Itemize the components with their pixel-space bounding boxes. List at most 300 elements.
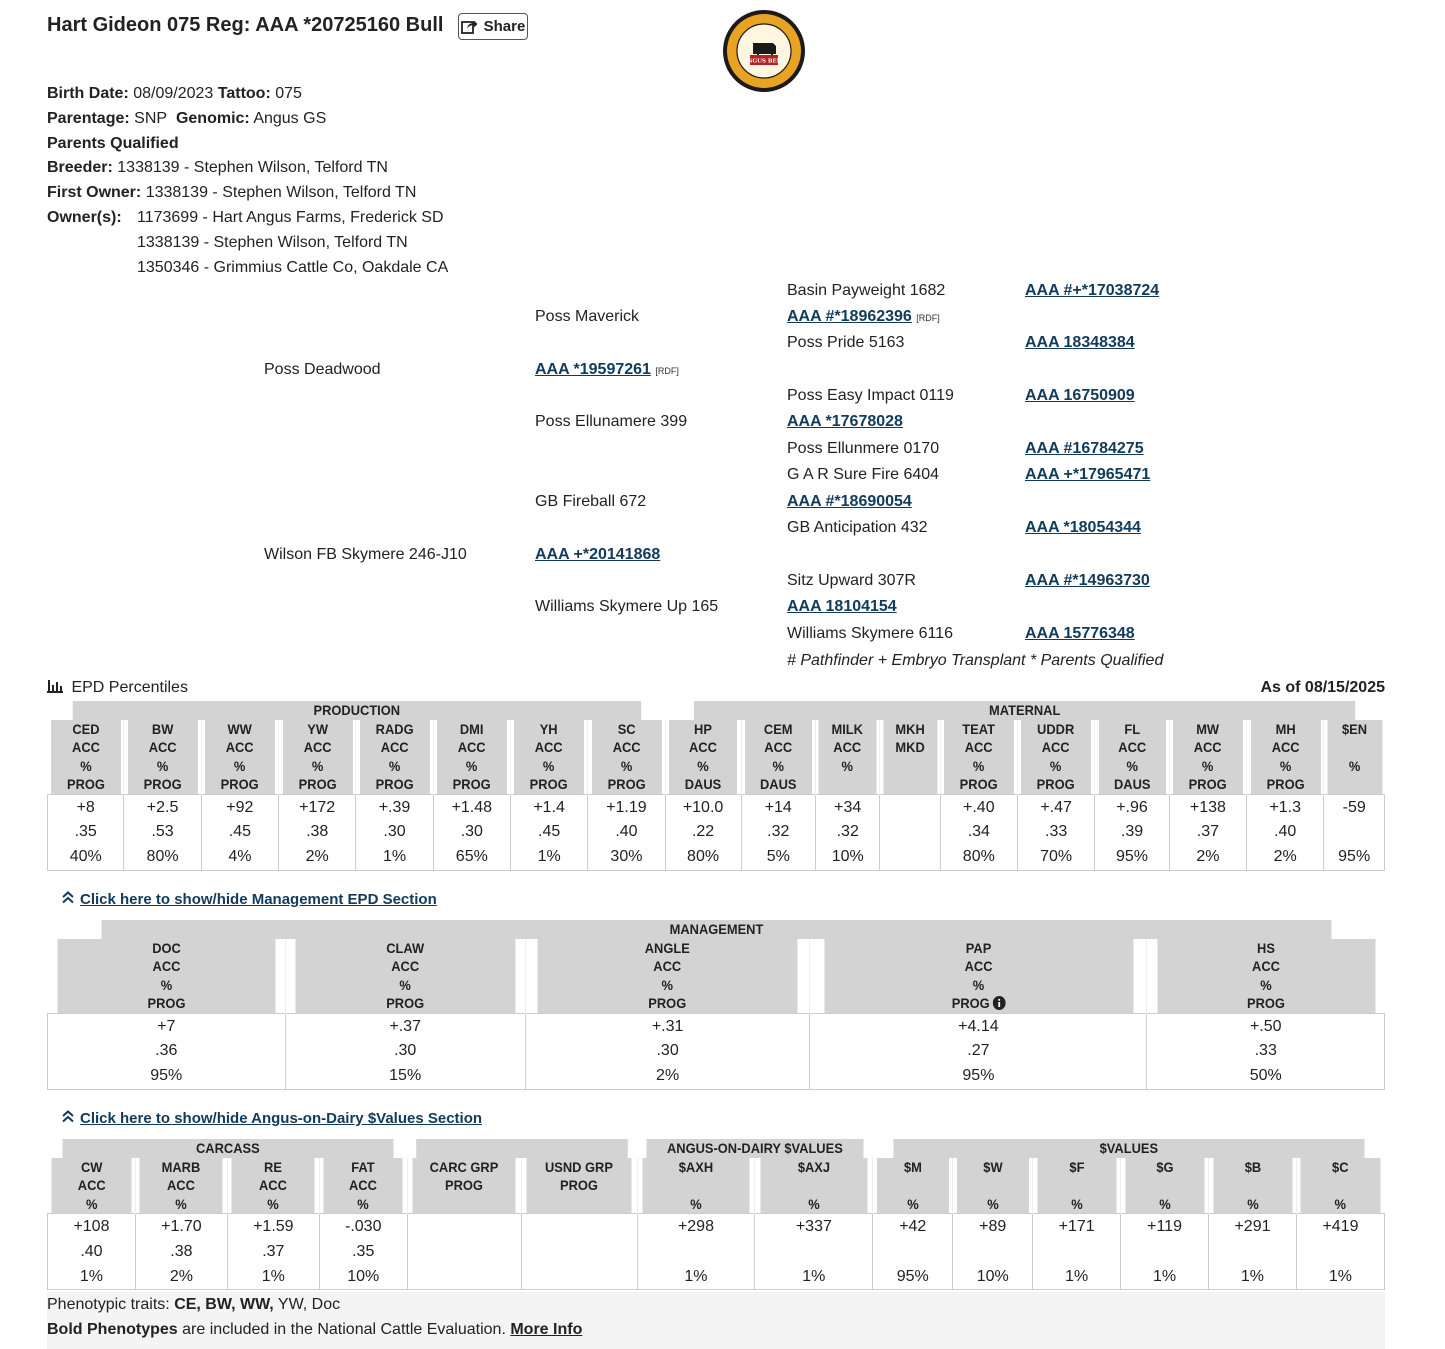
col-header-line: ACC: [148, 739, 177, 755]
epd-col-header: [943, 720, 1014, 795]
dairy-value-cell: [407, 1240, 521, 1265]
epd-col-header: [882, 720, 937, 795]
dairy-value-cell: +42: [873, 1214, 953, 1240]
birth-date-label: Birth Date:: [47, 85, 129, 102]
col-header-line: %: [1158, 1195, 1171, 1212]
col-header-line: ACC: [653, 958, 682, 974]
pedigree-reg-cell: [787, 308, 940, 326]
certified-angus-beef-logo: [722, 9, 806, 93]
pedigree-name: Poss Maverick: [535, 308, 640, 325]
mgmt-col-header: [1156, 939, 1375, 1014]
pedigree-reg-link[interactable]: AAA #+*17038724: [1025, 282, 1160, 299]
parents-qualified: Parents Qualified: [47, 134, 179, 152]
dairy-value-cell: +291: [1209, 1214, 1297, 1240]
dairy-value-cell: +108: [48, 1214, 136, 1240]
pedigree-reg-link[interactable]: AAA #*18690054: [787, 493, 912, 510]
dairy-value-cell: +298: [637, 1214, 755, 1240]
col-header-line: %: [697, 757, 709, 774]
col-header-line: PROG: [147, 995, 185, 1011]
mgmt-value-cell: 2%: [525, 1064, 810, 1089]
col-header-line: [883, 775, 937, 794]
epd-value-cell: .38: [279, 820, 356, 845]
share-label: Share: [483, 18, 526, 35]
col-header-line: BW: [151, 720, 174, 737]
epd-percentiles-table: [47, 701, 1385, 871]
as-of-date: As of 08/15/2025: [1260, 679, 1385, 696]
bar-chart-icon: [47, 680, 63, 693]
col-header-line: ACC: [1118, 739, 1146, 755]
pedigree-name: Sitz Upward 307R: [787, 572, 916, 589]
table-row: [48, 1240, 1385, 1265]
carcass-values-table: [47, 1139, 1385, 1290]
dairy-value-cell: +89: [953, 1214, 1033, 1240]
dairy-value-cell: .38: [135, 1240, 227, 1265]
col-header-line: ACC: [167, 1177, 196, 1193]
dairy-value-cell: +171: [1033, 1214, 1121, 1240]
col-header-line: PROG: [375, 776, 414, 792]
management-epd-table: [47, 920, 1385, 1090]
col-header-line: %: [1126, 757, 1138, 774]
col-header-line: %: [1334, 1195, 1347, 1212]
col-header-line: PROG: [1246, 995, 1285, 1011]
col-header-line: CEM: [763, 720, 793, 737]
owners-row: [47, 206, 448, 280]
table-row: [48, 1064, 1385, 1089]
col-header-line: PROG: [1188, 776, 1227, 792]
epd-value-cell: [880, 845, 940, 870]
col-header-line: %: [79, 757, 92, 774]
genomic-value: Angus GS: [253, 109, 327, 127]
col-header-line: %: [156, 757, 169, 774]
dairy-value-cell: 1%: [1033, 1265, 1121, 1290]
col-header-line: %: [973, 757, 985, 774]
epd-value-cell: .45: [510, 820, 587, 845]
mgmt-value-cell: 95%: [48, 1064, 286, 1089]
col-header-line: PROG: [607, 776, 646, 792]
col-header-line: $M: [903, 1158, 922, 1175]
epd-value-cell: -59: [1324, 794, 1385, 820]
page-title: Hart Gideon 075 Reg: AAA *20725160 Bull: [47, 14, 444, 36]
epd-section-header: [47, 679, 1385, 699]
col-header-line: ACC: [1271, 739, 1300, 755]
epd-value-cell: .30: [356, 820, 433, 845]
mgmt-value-cell: 95%: [810, 1064, 1147, 1089]
breeder-value: 1338139 - Stephen Wilson, Telford TN: [117, 159, 388, 177]
pedigree-name: Wilson FB Skymere 246-J10: [264, 546, 467, 563]
pedigree-name: Poss Ellunamere 399: [535, 413, 688, 430]
col-header-line: ACC: [225, 739, 254, 755]
col-header-line: CED: [71, 720, 100, 737]
col-header-line: ACC: [1042, 739, 1071, 755]
col-header-line: %: [399, 976, 411, 993]
epd-col-header: [1098, 720, 1166, 795]
pedigree-name: GB Fireball 672: [535, 493, 647, 510]
group-header-management: MANAGEMENT: [101, 920, 1331, 939]
mgmt-value-cell: +.50: [1147, 1013, 1385, 1039]
dairy-col-header: [526, 1158, 633, 1214]
pedigree-name: Williams Skymere Up 165: [535, 598, 719, 615]
group-header-production: PRODUCTION: [72, 701, 640, 720]
management-toggle-link[interactable]: [62, 891, 437, 908]
dairy-col-header: [1124, 1158, 1205, 1214]
col-header-line: [1327, 738, 1382, 757]
epd-value-cell: +138: [1169, 794, 1246, 820]
epd-value-cell: 30%: [588, 845, 665, 870]
pedigree-reg-link[interactable]: AAA +*20141868: [535, 546, 661, 563]
epd-value-cell: .32: [815, 820, 879, 845]
epd-value-cell: +.96: [1095, 794, 1169, 820]
col-header-line: %: [1260, 976, 1272, 993]
epd-value-cell: +.39: [356, 794, 433, 820]
mgmt-value-cell: 50%: [1147, 1064, 1385, 1089]
pedigree-name: Poss Deadwood: [264, 361, 381, 378]
pedigree-reg-link[interactable]: AAA *19597261: [535, 361, 651, 378]
col-header-line: %: [620, 757, 633, 774]
pedigree-reg-link[interactable]: AAA #16784275: [1025, 440, 1144, 457]
col-header-line: ACC: [833, 739, 862, 755]
dairy-value-cell: 1%: [637, 1265, 755, 1290]
dairy-value-cell: [873, 1240, 953, 1265]
dairy-value-cell: [521, 1240, 637, 1265]
dairy-value-cell: 95%: [873, 1265, 953, 1290]
owners-label: Owner(s):: [47, 208, 122, 226]
col-header-line: YH: [540, 720, 559, 737]
col-header-line: PROG: [66, 776, 105, 792]
pedigree-name: Basin Payweight 1682: [787, 282, 946, 299]
epd-value-cell: [880, 820, 940, 845]
col-header-line: ACC: [259, 1177, 288, 1193]
col-header-line: ACC: [77, 1177, 106, 1193]
col-header-line: CW: [80, 1158, 102, 1175]
epd-value-cell: +10.0: [665, 794, 741, 820]
col-header-line: [876, 1176, 949, 1195]
col-header-line: [1212, 1176, 1292, 1195]
epd-value-cell: 2%: [279, 845, 356, 870]
dairy-value-cell: -.030: [319, 1214, 407, 1240]
col-header-line: WW: [227, 720, 253, 737]
epd-value-cell: +14: [741, 794, 815, 820]
epd-col-header: [744, 720, 812, 795]
epd-col-header: [127, 720, 198, 795]
dairy-value-cell: [1296, 1240, 1384, 1265]
epd-value-cell: 1%: [356, 845, 433, 870]
epd-value-cell: 80%: [940, 845, 1017, 870]
dairy-value-cell: [521, 1214, 637, 1240]
col-header-line: TEAT: [962, 720, 996, 737]
epd-value-cell: 2%: [1169, 845, 1246, 870]
pedigree-reg-link[interactable]: AAA 18348384: [1025, 334, 1135, 351]
col-header-line: MW: [1196, 720, 1220, 737]
animal-info: [47, 82, 448, 280]
col-header-line: $B: [1244, 1158, 1261, 1175]
epd-value-cell: .35: [48, 820, 124, 845]
owners-list: [137, 206, 448, 280]
epd-value-cell: .33: [1017, 820, 1094, 845]
col-header-line: %: [1246, 1195, 1259, 1212]
col-header-line: %: [1202, 757, 1214, 774]
col-header-line: ACC: [457, 739, 486, 755]
col-header-line: DMI: [459, 720, 484, 737]
table-row: [48, 1039, 1385, 1064]
dairy-col-header: [876, 1158, 950, 1214]
breeder-label: Breeder:: [47, 159, 113, 177]
table-row: [48, 794, 1385, 820]
double-chevron-up-icon: [62, 1110, 74, 1127]
col-header-line: ACC: [1252, 958, 1280, 974]
col-header-line: ACC: [612, 739, 641, 755]
epd-value-cell: +34: [815, 794, 879, 820]
table-row: [48, 845, 1385, 870]
col-header-line: UDDR: [1037, 720, 1075, 737]
owner-item: 1338139 - Stephen Wilson, Telford TN: [137, 233, 408, 251]
dairy-value-cell: +1.70: [135, 1214, 227, 1240]
dairy-value-cell: 1%: [227, 1265, 319, 1290]
col-header-line: SC: [617, 720, 636, 737]
col-header-line: [526, 1195, 632, 1214]
epd-value-cell: +1.48: [433, 794, 510, 820]
col-header-line: %: [907, 1195, 919, 1212]
genomic-label: Genomic:: [175, 109, 250, 127]
dairy-value-cell: [1209, 1240, 1297, 1265]
owner-item: 1173699 - Hart Angus Farms, Frederick SD: [137, 208, 444, 226]
share-button[interactable]: [458, 13, 528, 40]
info-icon[interactable]: [990, 995, 1006, 1011]
col-header-line: [956, 1176, 1029, 1195]
col-header-line: %: [388, 757, 401, 774]
epd-value-cell: .22: [665, 820, 741, 845]
col-header-line: $C: [1332, 1158, 1349, 1175]
col-header-line: CLAW: [386, 939, 425, 956]
mgmt-value-cell: .33: [1147, 1039, 1385, 1064]
dairy-value-cell: 1%: [1121, 1265, 1209, 1290]
pedigree-reg-cell: [535, 361, 679, 379]
col-header-line: PROG: [386, 995, 425, 1011]
phenotype-note-text: are included in the National Cattle Evaluation.: [177, 1321, 511, 1338]
pedigree-reg-link[interactable]: AAA #*18962396: [787, 308, 912, 325]
col-header-line: PROG: [530, 776, 569, 792]
col-header-line: PAP: [965, 939, 992, 956]
col-header-line: PROG: [220, 776, 259, 792]
mgmt-value-cell: .36: [48, 1039, 286, 1064]
col-header-line: FAT: [351, 1158, 375, 1175]
col-header-line: PROG: [560, 1177, 599, 1193]
group-header-carcass: CARCASS: [62, 1139, 393, 1158]
col-header-line: %: [267, 1195, 280, 1212]
dairy-value-cell: [1121, 1240, 1209, 1265]
dairy-value-cell: 10%: [953, 1265, 1033, 1290]
management-toggle-label: Click here to show/hide Management EPD Section: [80, 891, 437, 908]
dairy-toggle-label: Click here to show/hide Angus-on-Dairy $Values Section: [80, 1110, 483, 1127]
dairy-value-cell: 1%: [1209, 1265, 1297, 1290]
epd-value-cell: .30: [433, 820, 510, 845]
dairy-value-cell: [407, 1265, 521, 1290]
svg-text:ANGUS BEEF: ANGUS BEEF: [743, 58, 785, 65]
col-header-line: %: [160, 976, 172, 993]
pedigree-reg-link[interactable]: AAA 18104154: [787, 598, 897, 615]
epd-value-cell: 10%: [815, 845, 879, 870]
epd-value-cell: 70%: [1017, 845, 1094, 870]
dairy-value-cell: [637, 1240, 755, 1265]
dairy-value-cell: +337: [755, 1214, 873, 1240]
col-header-line: ACC: [380, 739, 409, 755]
dairy-value-cell: 1%: [48, 1265, 136, 1290]
share-icon: [461, 19, 478, 34]
col-header-line: PROG: [445, 1177, 484, 1193]
epd-col-header: [591, 720, 662, 795]
col-header-line: %: [690, 1195, 702, 1212]
col-header-line: %: [772, 757, 784, 774]
dairy-value-cell: +119: [1121, 1214, 1209, 1240]
table-row: [48, 1214, 1385, 1240]
epd-col-header: [668, 720, 738, 795]
col-header-line: MKH: [895, 720, 925, 737]
mgmt-value-cell: +4.14: [810, 1013, 1147, 1039]
col-header-line: %: [1348, 757, 1361, 774]
mgmt-value-cell: 15%: [285, 1064, 525, 1089]
col-header-line: $AXH: [678, 1158, 714, 1175]
col-header-line: PROG: [824, 994, 1133, 1013]
more-info-link[interactable]: More Info: [510, 1321, 583, 1338]
col-header-line: RE: [264, 1158, 283, 1175]
phenotype-note-bold: Bold Phenotypes: [47, 1321, 178, 1338]
epd-value-cell: 5%: [741, 845, 815, 870]
epd-value-cell: .53: [124, 820, 201, 845]
col-header-line: DAUS: [760, 776, 797, 792]
epd-col-header: [51, 720, 121, 795]
owner-item: 1350346 - Grimmius Cattle Co, Oakdale CA: [137, 258, 449, 276]
tattoo-value: 075: [275, 85, 302, 102]
col-header-line: HS: [1257, 939, 1275, 956]
col-header-line: %: [543, 757, 555, 774]
epd-value-cell: +2.5: [124, 794, 201, 820]
col-header-line: PROG: [298, 776, 337, 792]
dairy-value-cell: [755, 1240, 873, 1265]
epd-col-header: [1172, 720, 1243, 795]
epd-value-cell: +.40: [940, 794, 1017, 820]
epd-value-cell: [880, 794, 940, 820]
epd-value-cell: .40: [1247, 820, 1324, 845]
group-header-angus-on-dairy: ANGUS-ON-DAIRY $VALUES: [646, 1139, 863, 1158]
col-header-line: RADG: [375, 720, 414, 737]
col-header-line: MH: [1275, 720, 1296, 737]
dairy-toggle-link[interactable]: [62, 1110, 482, 1127]
epd-value-cell: +8: [48, 794, 124, 820]
col-header-line: ACC: [71, 739, 100, 755]
dairy-value-cell: +419: [1296, 1214, 1384, 1240]
dairy-col-header: [1036, 1158, 1117, 1214]
epd-value-cell: +1.4: [510, 794, 587, 820]
group-header-blank: [416, 1139, 627, 1158]
col-header-line: $AXJ: [797, 1158, 830, 1175]
dairy-value-cell: 2%: [135, 1265, 227, 1290]
dairy-value-cell: [1033, 1240, 1121, 1265]
dairy-col-header: [139, 1158, 224, 1214]
pedigree-reg-link[interactable]: AAA 16750909: [1025, 387, 1135, 404]
col-header-line: ACC: [764, 739, 793, 755]
epd-col-header: [1326, 720, 1382, 795]
col-header-line: ACC: [689, 739, 718, 755]
col-header-line: PROG: [1266, 776, 1305, 792]
dairy-value-cell: .35: [319, 1240, 407, 1265]
col-header-line: ACC: [152, 958, 180, 974]
dairy-value-cell: [953, 1240, 1033, 1265]
dairy-value-cell: .40: [48, 1240, 136, 1265]
col-header-line: %: [1070, 1195, 1083, 1212]
epd-col-header: [359, 720, 430, 795]
col-header-line: %: [357, 1195, 369, 1212]
phenotype-traits-bold: CE, BW, WW,: [174, 1296, 274, 1313]
col-header-line: $EN: [1341, 720, 1367, 737]
epd-value-cell: 2%: [1247, 845, 1324, 870]
col-header-line: PROG: [959, 776, 998, 792]
phenotype-label: Phenotypic traits:: [47, 1296, 170, 1313]
epd-col-header: [1250, 720, 1321, 795]
dairy-col-header: [231, 1158, 316, 1214]
col-header-line: DAUS: [1113, 776, 1151, 792]
col-header-line: [1125, 1176, 1205, 1195]
pedigree-reg-link[interactable]: AAA #*14963730: [1025, 572, 1150, 589]
parentage-value: SNP: [134, 109, 168, 127]
pedigree-reg-link[interactable]: AAA +*17965471: [1025, 466, 1151, 483]
table-row: [48, 820, 1385, 845]
birth-date-value: 08/09/2023: [133, 85, 214, 102]
dairy-col-header: [760, 1158, 868, 1214]
rdf-tag: [RDF]: [655, 366, 679, 376]
dairy-value-cell: 1%: [755, 1265, 873, 1290]
pedigree-reg-link[interactable]: AAA *17678028: [787, 413, 903, 430]
pedigree-footnote: # Pathfinder + Embryo Transplant * Parents Qualified: [787, 652, 1164, 669]
epd-value-cell: +1.19: [588, 794, 665, 820]
phenotype-note-row: [47, 1317, 1385, 1342]
pedigree-reg-link[interactable]: AAA 15776348: [1025, 625, 1135, 642]
epd-value-cell: .34: [940, 820, 1017, 845]
col-header-line: %: [661, 976, 674, 993]
col-header-line: CARC GRP: [429, 1158, 499, 1175]
pedigree-reg-link[interactable]: AAA *18054344: [1025, 519, 1141, 536]
col-header-line: %: [808, 1195, 820, 1212]
col-header-line: PROG: [1037, 776, 1076, 792]
mgmt-value-cell: .30: [525, 1039, 810, 1064]
epd-value-cell: 40%: [48, 845, 124, 870]
epd-col-header: [1021, 720, 1092, 795]
dairy-value-cell: [407, 1214, 521, 1240]
col-header-line: [412, 1195, 516, 1214]
dairy-col-header: [51, 1158, 132, 1214]
col-header-line: %: [1279, 757, 1291, 774]
dairy-value-cell: [521, 1265, 637, 1290]
tattoo-label: Tattoo:: [217, 85, 271, 102]
pedigree-name: Williams Skymere 6116: [787, 625, 953, 642]
mgmt-value-cell: +.37: [285, 1013, 525, 1039]
phenotype-traits-row: [47, 1292, 1385, 1317]
dairy-col-header: [1300, 1158, 1381, 1214]
col-header-line: %: [972, 976, 985, 993]
group-header-maternal: MATERNAL: [694, 701, 1356, 720]
col-header-line: PROG: [648, 995, 687, 1011]
pedigree-name: Poss Easy Impact 0119: [787, 387, 954, 404]
epd-value-cell: .37: [1169, 820, 1246, 845]
col-header-line: %: [85, 1195, 97, 1212]
table-row: [48, 1013, 1385, 1039]
col-header-line: MARB: [162, 1158, 201, 1175]
phenotype-notes: [47, 1292, 1385, 1349]
col-header-line: USND GRP: [545, 1158, 614, 1175]
birth-row: [47, 82, 448, 107]
dairy-col-header: [1212, 1158, 1293, 1214]
col-header-line: [883, 757, 937, 776]
col-header-line: ACC: [349, 1177, 378, 1193]
epd-value-cell: +.47: [1017, 794, 1094, 820]
